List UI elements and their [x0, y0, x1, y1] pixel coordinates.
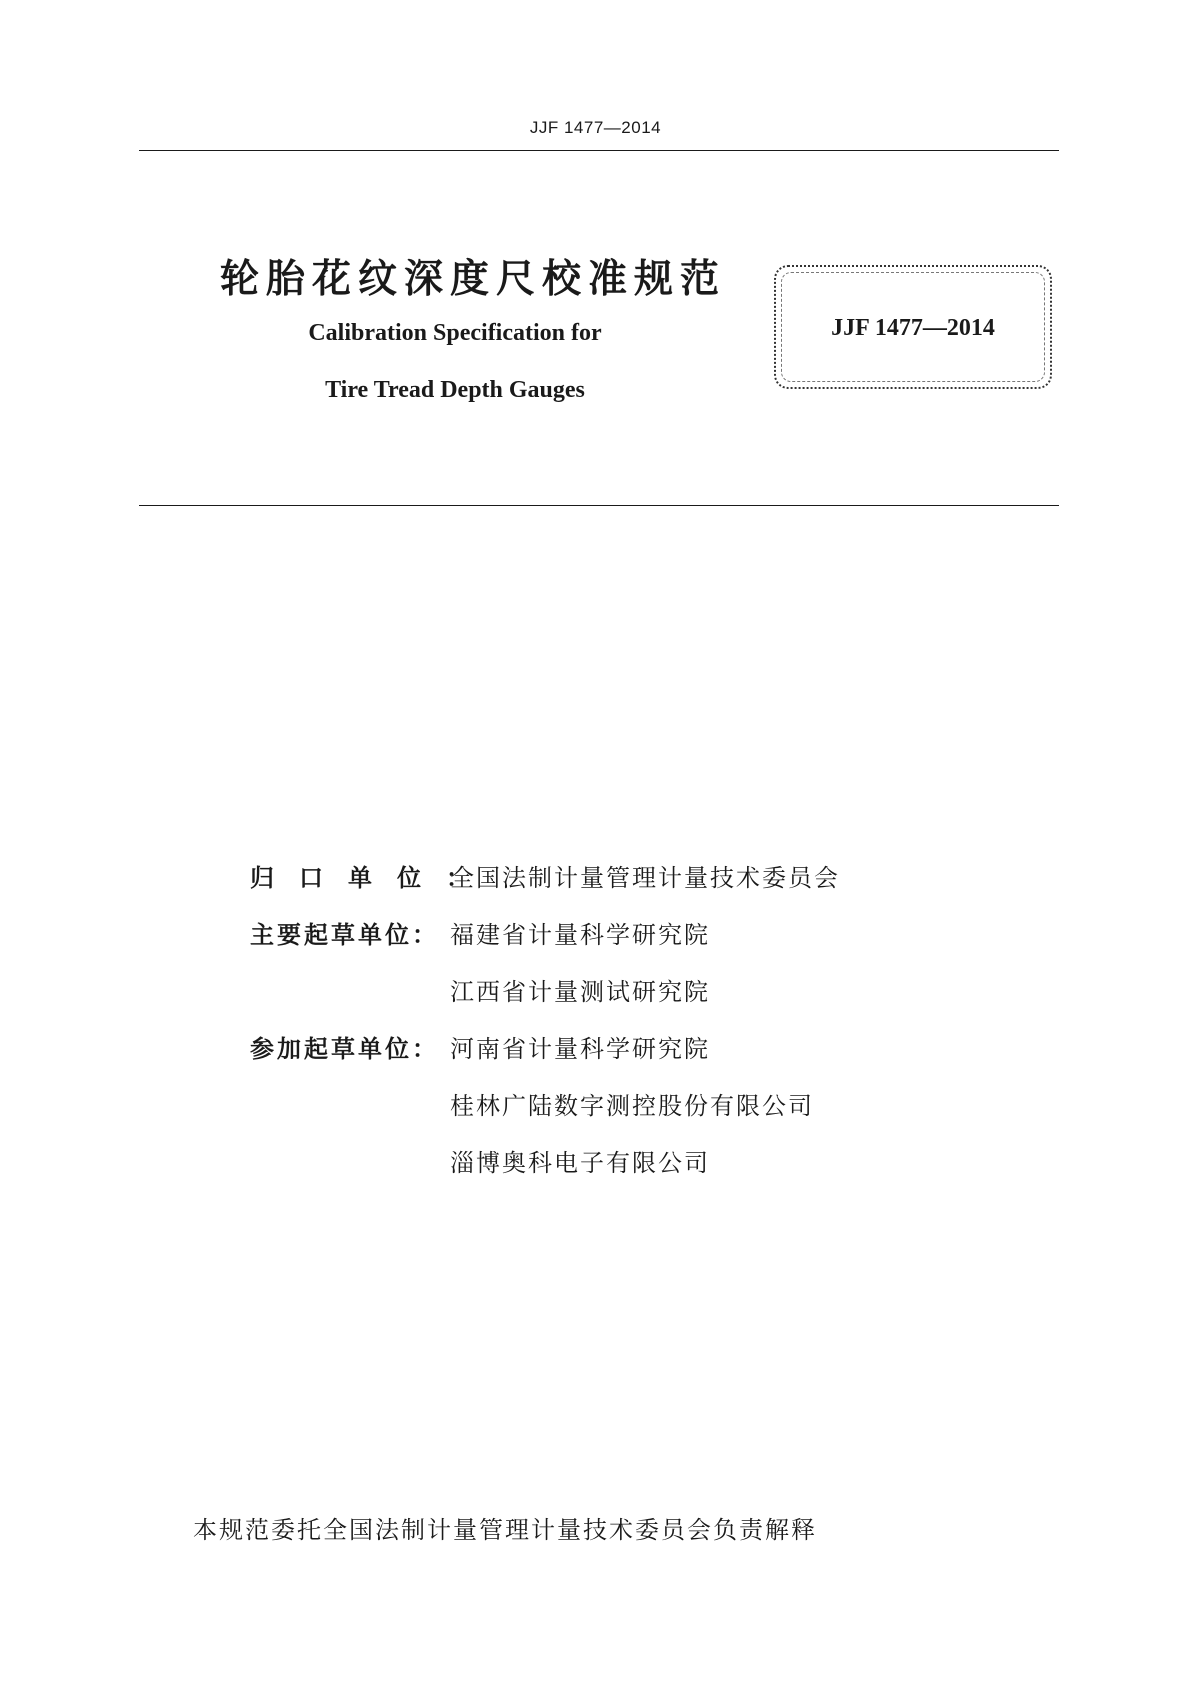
header-divider [139, 150, 1059, 151]
interpretation-note: 本规范委托全国法制计量管理计量技术委员会负责解释 [193, 1516, 817, 1544]
org-value: 河南省计量科学研究院 [450, 1035, 710, 1063]
title-english-line1: Calibration Specification for [308, 320, 602, 346]
title-divider [139, 505, 1059, 506]
standard-code-box [774, 265, 1052, 389]
org-label-main-drafting: 主要起草单位： [250, 921, 439, 949]
header-standard-code: JJF 1477—2014 [529, 118, 662, 137]
org-value: 淄博奥科电子有限公司 [450, 1149, 710, 1177]
title-english-line2: Tire Tread Depth Gauges [325, 377, 585, 403]
org-label-responsible: 归口单位： [250, 864, 495, 892]
org-value: 桂林广陆数字测控股份有限公司 [450, 1092, 814, 1120]
org-label-participating: 参加起草单位： [250, 1035, 439, 1063]
org-value: 福建省计量科学研究院 [450, 921, 710, 949]
org-value: 江西省计量测试研究院 [450, 978, 710, 1006]
org-value: 全国法制计量管理计量技术委员会 [450, 864, 840, 892]
title-chinese: 轮胎花纹深度尺校准规范 [220, 257, 727, 302]
code-box-text: JJF 1477—2014 [831, 315, 995, 341]
